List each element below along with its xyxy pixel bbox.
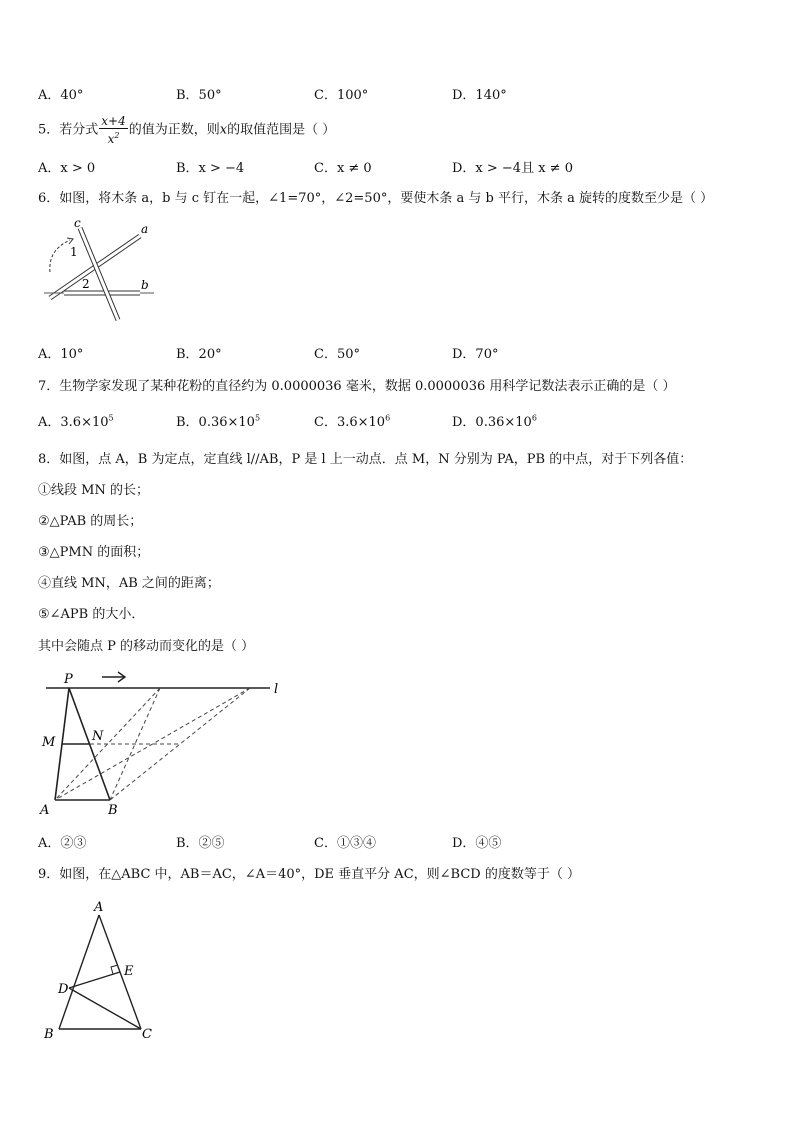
q6-option-b: B．20° [176,347,222,362]
q8-label-b: B [108,803,118,818]
q8-option-d: D．④⑤ [452,836,502,851]
q6-label-b: b [141,278,149,292]
q5-option-a: A．x > 0 [38,161,96,176]
q4-option-a: A．40° [38,88,84,103]
q8-label-p: P [64,672,73,687]
q9-label-a: A [94,900,104,915]
q7-option-d [452,411,537,430]
q5-fraction [99,114,127,146]
q7-option-a-exp: 5 [108,413,114,423]
q8-item-2: ②△PAB 的周长； [38,514,143,529]
q7-option-c-base: C．3.6×10 [314,415,386,430]
q6-option-a: A．10° [38,347,84,362]
q6-label-angle-1: 1 [70,245,78,259]
q5-frac-den-exp: 2 [114,131,120,140]
q8-option-b: B．②⑤ [176,836,225,851]
q4-option-d: D．140° [452,88,507,103]
q5-frac-numerator: x+4 [101,114,126,128]
q6-label-c: c [74,216,81,230]
q8-label-l: l [274,682,279,697]
q7-option-b-exp: 5 [254,413,261,423]
q5-frac-denominator [99,129,127,146]
q9-segment-ab [59,915,99,1029]
q6-option-d: D．70° [452,347,499,362]
q7-question: 7．生物学家发现了某种花粉的直径约为 0.0000036 毫米，数据 0.0000036 用科学记数法表示正确的是（ ） [38,379,676,394]
q6-label-a: a [141,222,149,236]
q5-frac-den-base: x [107,132,115,146]
q6-figure [36,216,166,328]
q7-option-b-base: B．0.36×10 [176,415,255,430]
q5-var: x [219,122,228,138]
q9-label-d: D [58,982,69,997]
q8-label-a: A [40,803,50,818]
q5-prefix: 5．若分式 [38,122,99,138]
q8-item-3: ③△PMN 的面积； [38,545,150,560]
q9-segment-dc [69,988,141,1029]
q6-rotation-arrow [50,240,70,272]
q7-option-b [176,411,260,430]
q8-figure [38,668,288,818]
q7-option-c-exp: 6 [385,413,391,423]
q5-option-c: C．x ≠ 0 [314,161,372,176]
q8-prompt: 其中会随点 P 的移动而变化的是（ ） [38,639,255,654]
q6-question: 6．如图，将木条 a，b 与 c 钉在一起，∠1=70°，∠2=50°，要使木条 a 与 b 平行，木条 a 旋转的度数至少是（ ） [38,191,714,206]
q8-item-4: ④直线 MN，AB 之间的距离； [38,576,220,591]
q8-option-c: C．①③④ [314,836,376,851]
q4-option-c: C．100° [314,88,369,103]
q5-question [38,114,335,146]
q5-option-b: B．x > −4 [176,161,245,176]
q8-label-m: M [42,735,56,750]
q5-option-d: D．x > −4且 x ≠ 0 [452,161,573,176]
q5-suffix: 的取值范围是（ ） [227,122,336,138]
q7-option-d-base: D．0.36×10 [452,415,532,430]
q8-label-n: N [92,729,104,744]
q5-middle: 的值为正数，则 [128,122,220,138]
q9-question: 9．如图，在△ABC 中，AB＝AC，∠A＝40°，DE 垂直平分 AC，则∠BCD 的度数等于（ ） [38,867,580,882]
q9-label-e: E [124,964,134,979]
q7-option-c [314,411,390,430]
q9-label-c: C [142,1027,152,1042]
q4-option-b: B．50° [176,88,222,103]
q8-option-a: A．②③ [38,836,87,851]
q9-figure [38,898,168,1044]
q7-option-a-base: A．3.6×10 [38,415,109,430]
q8-question: 8．如图，点 A，B 为定点，定直线 l//AB，P 是 l 上一动点．点 M，N 分别为 PA，PB 的中点，对于下列各值： [38,452,693,467]
q6-arrow-head-icon [67,238,73,244]
q6-option-c: C．50° [314,347,360,362]
q6-label-angle-2: 2 [82,277,90,291]
q7-option-a [38,411,114,430]
q7-option-d-exp: 6 [531,413,537,423]
q9-label-b: B [44,1027,54,1042]
q8-item-5: ⑤∠APB 的大小． [38,607,145,622]
q8-item-1: ①线段 MN 的长； [38,483,149,498]
